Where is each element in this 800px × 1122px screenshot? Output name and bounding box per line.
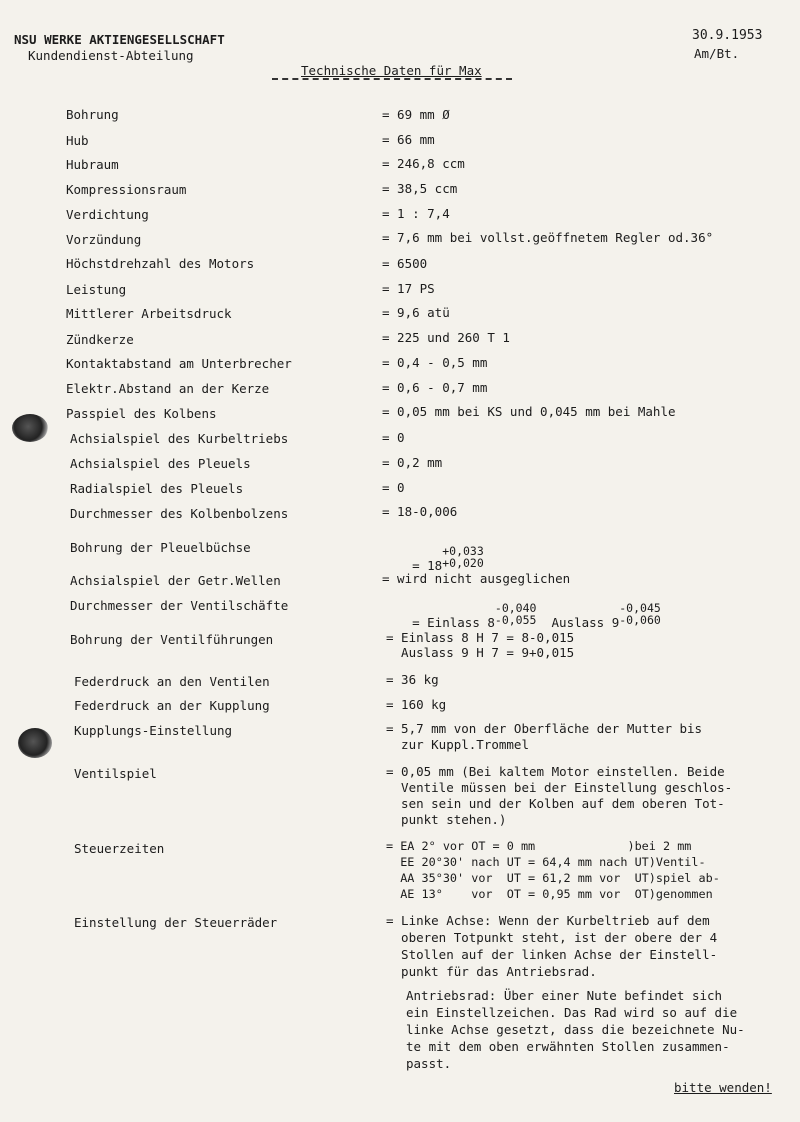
row-label: Vorzündung	[66, 232, 142, 247]
ventilspiel-line: punkt stehen.)	[386, 812, 507, 827]
punch-hole-top	[12, 414, 48, 442]
row-label: Hubraum	[66, 157, 119, 172]
feder-kupplung-label: Federdruck an der Kupplung	[74, 698, 270, 713]
steuerraeder-line: punkt für das Antriebsrad.	[386, 964, 597, 979]
row-label: Durchmesser des Kolbenbolzens	[70, 506, 289, 521]
row-label: Hub	[66, 133, 89, 148]
row-value: = 0,6 - 0,7 mm	[382, 380, 488, 395]
document-date: 30.9.1953	[692, 28, 763, 43]
pleuel-label: Bohrung der Pleuelbüchse	[70, 540, 251, 555]
row-value: = 7,6 mm bei vollst.geöffnetem Regler od.36°	[382, 230, 714, 245]
steuerzeiten-label: Steuerzeiten	[74, 841, 165, 856]
row-value: = 6500	[382, 256, 428, 271]
steuerzeiten-line: = EA 2° vor OT = 0 mm )bei 2 mm	[386, 839, 692, 853]
row-label: Kontaktabstand am Unterbrecher	[66, 356, 292, 371]
title-double-underline	[272, 78, 512, 80]
row-value: = 1 : 7,4	[382, 206, 450, 221]
row-value: = 0	[382, 480, 405, 495]
steuerraeder-line: = Linke Achse: Wenn der Kurbeltrieb auf dem	[386, 913, 710, 928]
pleuel-tolerance	[442, 545, 484, 569]
row-label: Leistung	[66, 282, 127, 297]
row-label: Zündkerze	[66, 332, 134, 347]
pleuel-upper: +0,033	[442, 544, 484, 558]
company-name: NSU WERKE AKTIENGESELLSCHAFT	[14, 32, 225, 47]
antriebsrad-line: passt.	[406, 1056, 452, 1071]
row-value: = 18-0,006	[382, 504, 458, 519]
steuerraeder-line: oberen Totpunkt steht, ist der obere der 4	[386, 930, 718, 945]
auslass-lower: -0,060	[619, 613, 661, 628]
row-label: Verdichtung	[66, 207, 149, 222]
steuerzeiten-line: AE 13° vor OT = 0,95 mm vor OT)genommen	[386, 887, 713, 901]
pleuel-lower: +0,020	[442, 556, 484, 571]
punch-hole-bottom	[18, 728, 52, 758]
row-label: Passpiel des Kolbens	[66, 406, 217, 421]
row-value: = 0,4 - 0,5 mm	[382, 355, 488, 370]
row-label: Radialspiel des Pleuels	[70, 481, 244, 496]
pleuel-prefix: = 18	[412, 557, 443, 573]
row-value: = 0,2 mm	[382, 455, 443, 470]
ventilschaft-label: Durchmesser der Ventilschäfte	[70, 598, 289, 613]
row-label: Höchstdrehzahl des Motors	[66, 256, 255, 271]
row-label: Achsialspiel des Pleuels	[70, 456, 251, 471]
getr-label: Achsialspiel der Getr.Wellen	[70, 573, 281, 588]
row-label: Elektr.Abstand an der Kerze	[66, 381, 270, 396]
row-value: = 66 mm	[382, 132, 435, 147]
ventilfuehrung-label: Bohrung der Ventilführungen	[70, 632, 274, 647]
row-value: = 9,6 atü	[382, 305, 450, 320]
kupplung-line1: = 5,7 mm von der Oberfläche der Mutter bis	[386, 721, 703, 736]
row-label: Kompressionsraum	[66, 182, 187, 197]
antriebsrad-line: te mit dem oben erwähnten Stollen zusammen-	[406, 1039, 730, 1054]
feder-kupplung-value: = 160 kg	[386, 697, 447, 712]
row-value: = 0	[382, 430, 405, 445]
einlass-upper: -0,040	[494, 601, 537, 615]
feder-ventil-label: Federdruck an den Ventilen	[74, 674, 270, 689]
ventilfuehrung-line1: = Einlass 8 H 7 = 8-0,015	[386, 630, 575, 645]
auslass-tolerance	[619, 602, 661, 626]
feder-ventil-value: = 36 kg	[386, 672, 439, 687]
ventilspiel-line: sen sein und der Kolben auf dem oberen Tot-	[386, 796, 725, 811]
kupplung-line2: zur Kuppl.Trommel	[386, 737, 529, 752]
department-name: Kundendienst-Abteilung	[28, 48, 194, 63]
antriebsrad-line: Antriebsrad: Über einer Nute befindet sich	[406, 988, 723, 1003]
page-title: Technische Daten für Max	[301, 63, 482, 78]
ventilschaft-auslass: Auslass 9	[551, 614, 620, 630]
steuerraeder-line: Stollen auf der linken Achse der Einstell-	[386, 947, 718, 962]
row-value: = 69 mm Ø	[382, 107, 450, 122]
steuerraeder-label: Einstellung der Steuerräder	[74, 915, 278, 930]
steuerzeiten-line: EE 20°30' nach UT = 64,4 mm nach UT)Ventil-	[386, 855, 706, 869]
antriebsrad-line: linke Achse gesetzt, dass die bezeichnete Nu-	[406, 1022, 745, 1037]
row-value: = 0,05 mm bei KS und 0,045 mm bei Mahle	[382, 404, 676, 419]
kupplung-label: Kupplungs-Einstellung	[74, 723, 233, 738]
reference-code: Am/Bt.	[694, 46, 740, 61]
turn-over-note: bitte wenden!	[674, 1080, 772, 1095]
row-value: = 17 PS	[382, 281, 435, 296]
row-label: Achsialspiel des Kurbeltriebs	[70, 431, 289, 446]
row-value: = 225 und 260 T 1	[382, 330, 510, 345]
row-label: Mittlerer Arbeitsdruck	[66, 306, 232, 321]
getr-value: = wird nicht ausgeglichen	[382, 571, 571, 586]
row-value: = 246,8 ccm	[382, 156, 465, 171]
ventilspiel-label: Ventilspiel	[74, 766, 157, 781]
row-label: Bohrung	[66, 107, 119, 122]
auslass-upper: -0,045	[619, 601, 661, 615]
ventilschaft-einlass: = Einlass 8	[412, 614, 495, 630]
ventilfuehrung-line2: Auslass 9 H 7 = 9+0,015	[386, 645, 575, 660]
einlass-tolerance	[495, 602, 537, 626]
ventilspiel-line: = 0,05 mm (Bei kaltem Motor einstellen. Beide	[386, 764, 725, 779]
einlass-lower: -0,055	[494, 613, 537, 628]
steuerzeiten-line: AA 35°30' vor UT = 61,2 mm vor UT)spiel ab-	[386, 871, 720, 885]
antriebsrad-line: ein Einstellzeichen. Das Rad wird so auf die	[406, 1005, 738, 1020]
row-value: = 38,5 ccm	[382, 181, 458, 196]
ventilspiel-line: Ventile müssen bei der Einstellung geschlos-	[386, 780, 733, 795]
